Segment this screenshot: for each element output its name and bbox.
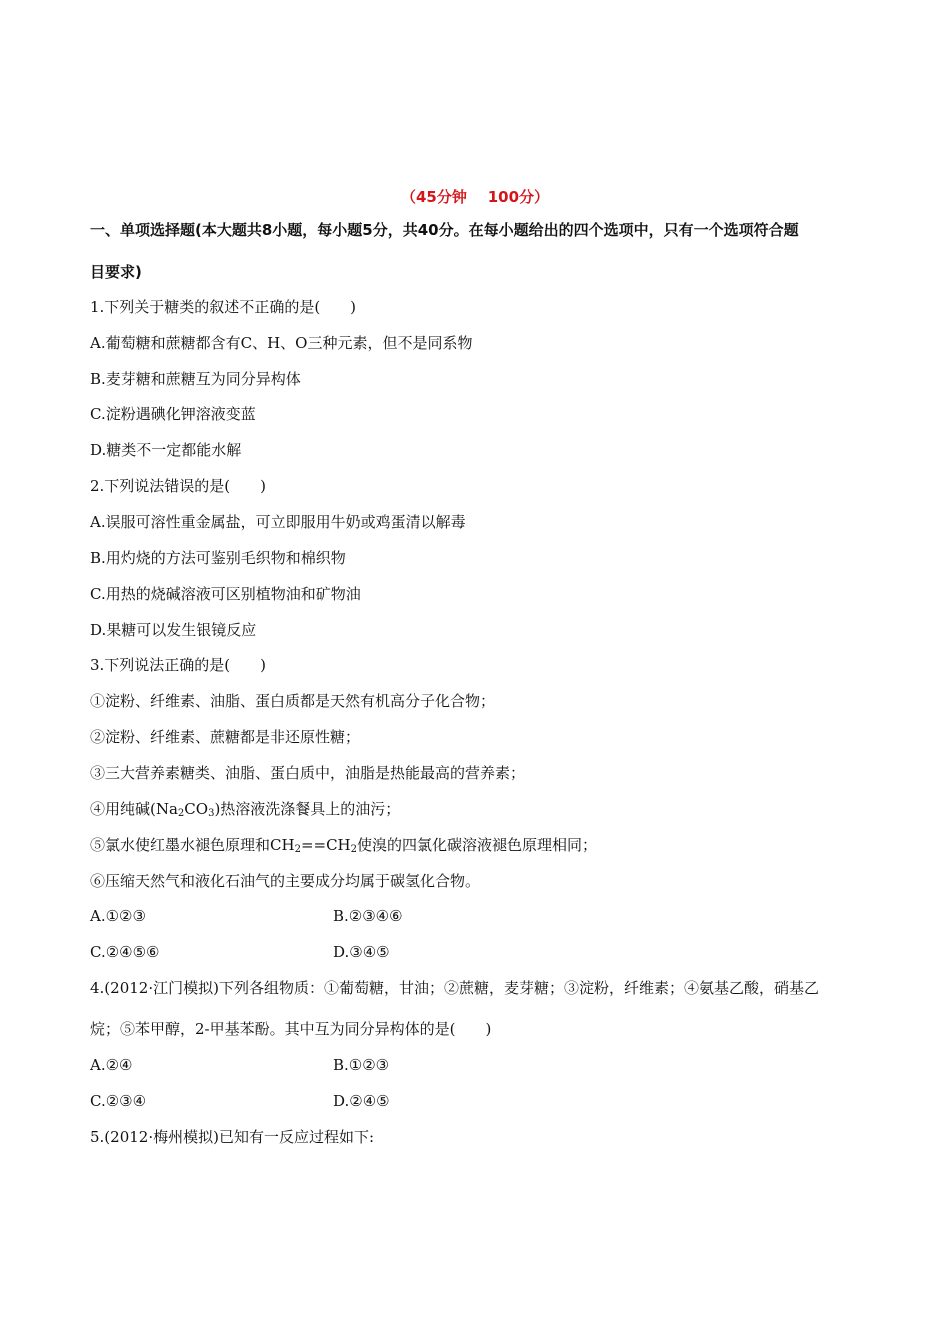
question-4-option-c: C.②③④ [90,1092,147,1110]
question-3-statement-2: ②淀粉、纤维素、蔗糖都是非还原性糖； [90,728,361,746]
question-3-option-a: A.①②③ [90,907,146,925]
question-3-statement-4: ④用纯碱$(Na_2CO_3)$热溶液洗涤餐具上的油污； [90,800,401,819]
question-2-option-c: C.用热的烧碱溶液可区别植物油和矿物油 [90,585,361,603]
question-1-option-a: A.葡萄糖和蔗糖都含有C、H、O三种元素，但不是同系物 [90,334,473,352]
question-3-option-c: C.②④⑤⑥ [90,943,160,961]
question-2-stem: 2.下列说法错误的是( ) [90,477,267,495]
question-5-stem: 5.(2012·梅州模拟)已知有一反应过程如下: [90,1128,375,1146]
question-4-option-d: D.②④⑤ [333,1092,390,1110]
question-1-option-c: C.淀粉遇碘化钾溶液变蓝 [90,405,256,423]
section-title-line-1: 一、单项选择题(本大题共8小题，每小题5分，共40分。在每小题给出的四个选项中，只有一个选项符合题 [90,221,799,239]
question-1-option-d: D.糖类不一定都能水解 [90,441,242,459]
question-4-stem-line-2: 烷；⑤苯甲醇，2-甲基苯酚。其中互为同分异构体的是( ) [90,1020,492,1038]
question-2-option-a: A.误服可溶性重金属盐，可立即服用牛奶或鸡蛋清以解毒 [90,513,466,531]
question-1-option-b: B.麦芽糖和蔗糖互为同分异构体 [90,370,301,388]
question-4-stem-line-1: 4.(2012·江门模拟)下列各组物质：①葡萄糖，甘油；②蔗糖，麦芽糖；③淀粉，纤维素；④氨基乙酸，硝基乙 [90,979,819,997]
section-title-line-2: 目要求) [90,263,142,281]
question-3-statement-3: ③三大营养素糖类、油脂、蛋白质中，油脂是热能最高的营养素； [90,764,526,782]
question-2-option-b: B.用灼烧的方法可鉴别毛织物和棉织物 [90,549,346,567]
question-3-option-d: D.③④⑤ [333,943,390,961]
question-4-option-b: B.①②③ [333,1056,390,1074]
question-3-statement-5: ⑤氯水使红墨水褪色原理和$CH_2==CH_2$使溴的四氯化碳溶液褪色原理相同； [90,836,598,855]
question-3-statement-1: ①淀粉、纤维素、油脂、蛋白质都是天然有机高分子化合物； [90,692,496,710]
question-4-option-a: A.②④ [90,1056,133,1074]
question-3-statement-6: ⑥压缩天然气和液化石油气的主要成分均属于碳氢化合物。 [90,872,481,890]
question-2-option-d: D.果糖可以发生银镜反应 [90,621,257,639]
exam-time-score: （45分钟 100分） [400,188,550,206]
question-3-option-b: B.②③④⑥ [333,907,403,925]
question-3-stem: 3.下列说法正确的是( ) [90,656,267,674]
question-1-stem: 1.下列关于糖类的叙述不正确的是( ) [90,298,357,316]
